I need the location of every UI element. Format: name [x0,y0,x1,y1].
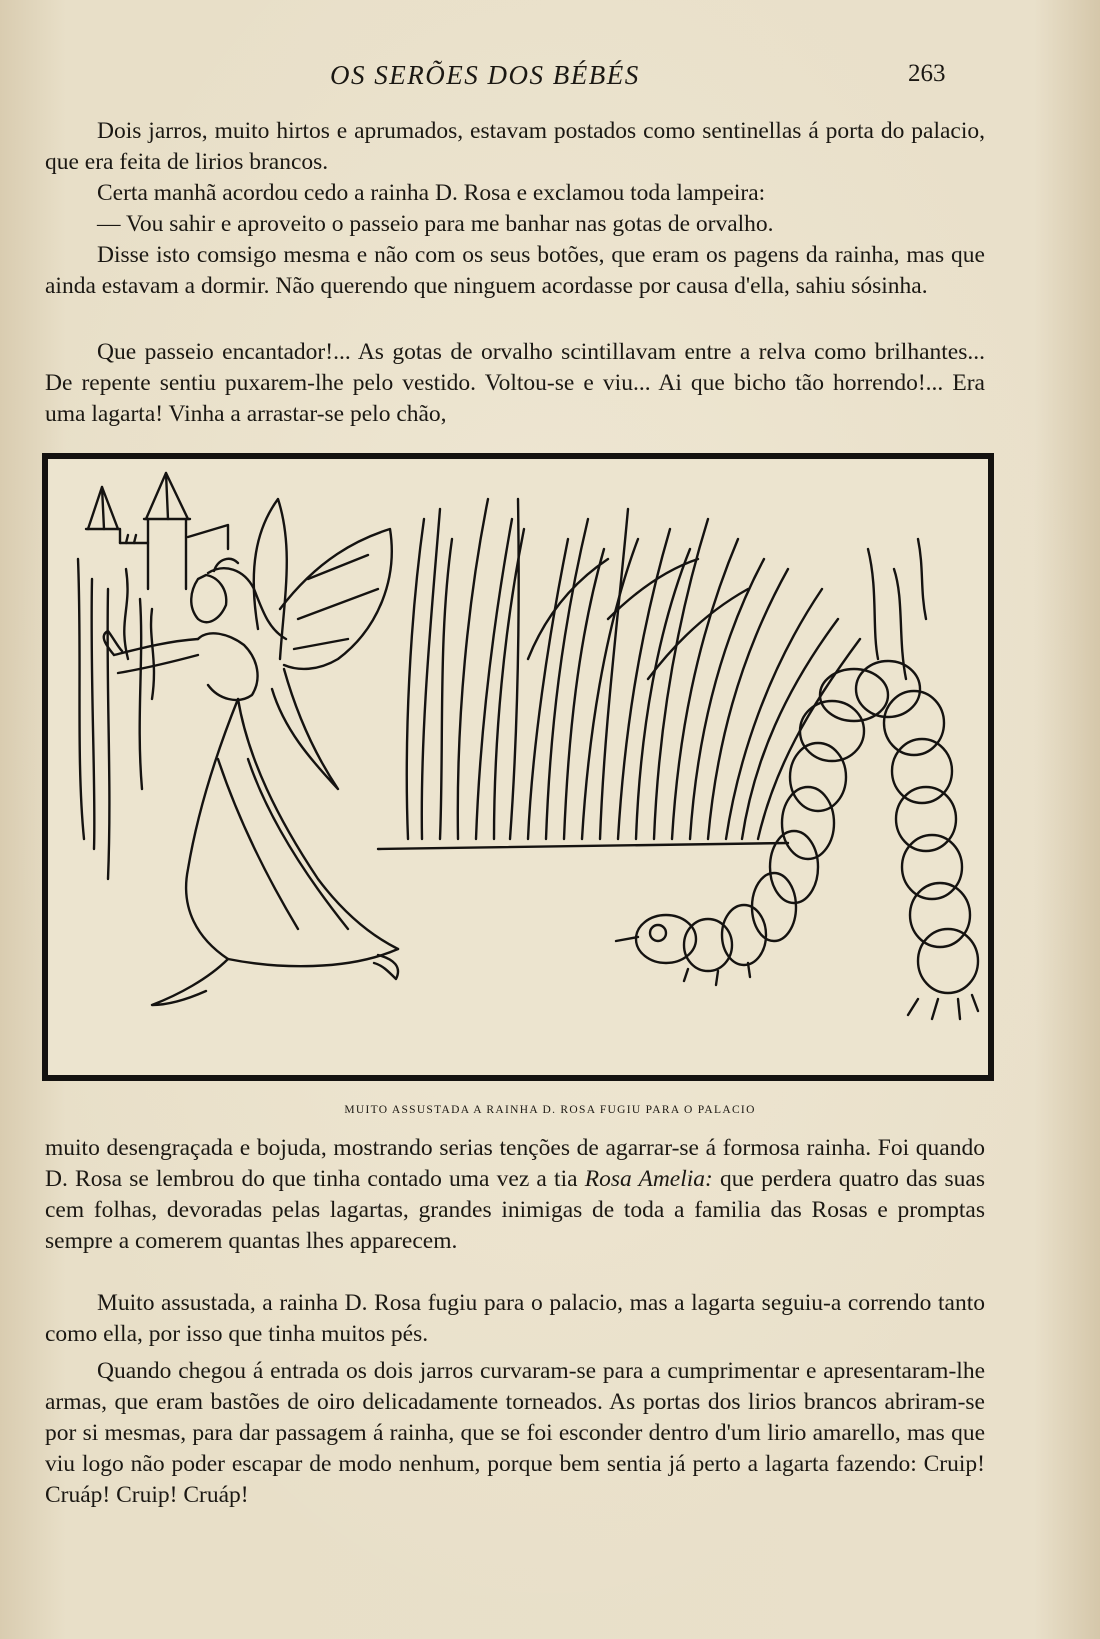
illustration-frame [42,453,994,1081]
tall-grass-drawing [378,499,926,849]
paragraph-6-italic: Rosa Amelia: [584,1166,713,1192]
paragraph-2: Certa manhã acordou cedo a rainha D. Rosa e exclamou toda lampeira: [97,180,766,206]
running-head [0,56,1100,96]
book-title: OS SERÕES DOS BÉBÉS [330,60,640,90]
paragraph-5: Que passeio encantador!... As gotas de orvalho scintillavam entre a relva como brilhantes... De repente sentiu puxarem-lhe pelo vestido. Voltou-se e viu... Ai que bicho tão horrendo!... Era uma lagarta! Vinha a arrastar-se pelo chão, [45,339,985,427]
page-number: 263 [908,60,946,87]
paragraph-3: — Vou sahir e aproveito o passeio para me banhar nas gotas de orvalho. [97,211,774,237]
paragraph-6 [45,1133,985,1257]
illustration-caption: MUITO ASSUSTADA A RAINHA D. ROSA FUGIU PARA O PALACIO [344,1104,756,1116]
paragraph-8: Quando chegou á entrada os dois jarros curvaram-se para a cumprimentar e apresentaram-lhe armas, que eram bastões de oiro delicadamente torneados. As portas dos lirios brancos abriram-se por si mesmas, para dar passagem á rainha, que se foi esconder dentro d'um lirio amarello, mas que viu logo não poder escapar de modo nenhum, porque bem sentia já perto a lagarta fazendo: Cruip! Cruáp! Cruip! Cruáp! [45,1358,985,1508]
paragraph-1: Dois jarros, muito hirtos e aprumados, estavam postados como sentinellas á porta do palacio, que era feita de lirios brancos. [45,118,985,175]
left-grass-drawing [78,559,154,879]
caterpillar-drawing [616,661,978,1019]
paragraph-6-text-b: que perdera quatro das suas cem folhas, devoradas pelas lagartas, grandes inimigas de toda a familia das Rosas e promptas sempre a comerem quantas lhes apparecem. [45,1166,985,1254]
paragraph-7: Muito assustada, a rainha D. Rosa fugiu para o palacio, mas a lagarta seguiu-a correndo tanto como ella, por isso que tinha muitos pés. [45,1290,985,1347]
paragraph-4: Disse isto comsigo mesma e não com os seus botões, que eram os pagens da rainha, mas que ainda estavam a dormir. Não querendo que ninguem acordasse por causa d'ella, sahiu sósinha. [45,242,985,299]
fairy-and-caterpillar-illustration [48,459,988,1075]
paragraph-6-text-a: muito desengraçada e bojuda, mostrando serias tenções de agarrar-se á formosa rainha. Foi quando D. Rosa se lembrou do que tinha contado uma vez a tia [45,1135,985,1192]
castle-drawing [86,473,228,589]
